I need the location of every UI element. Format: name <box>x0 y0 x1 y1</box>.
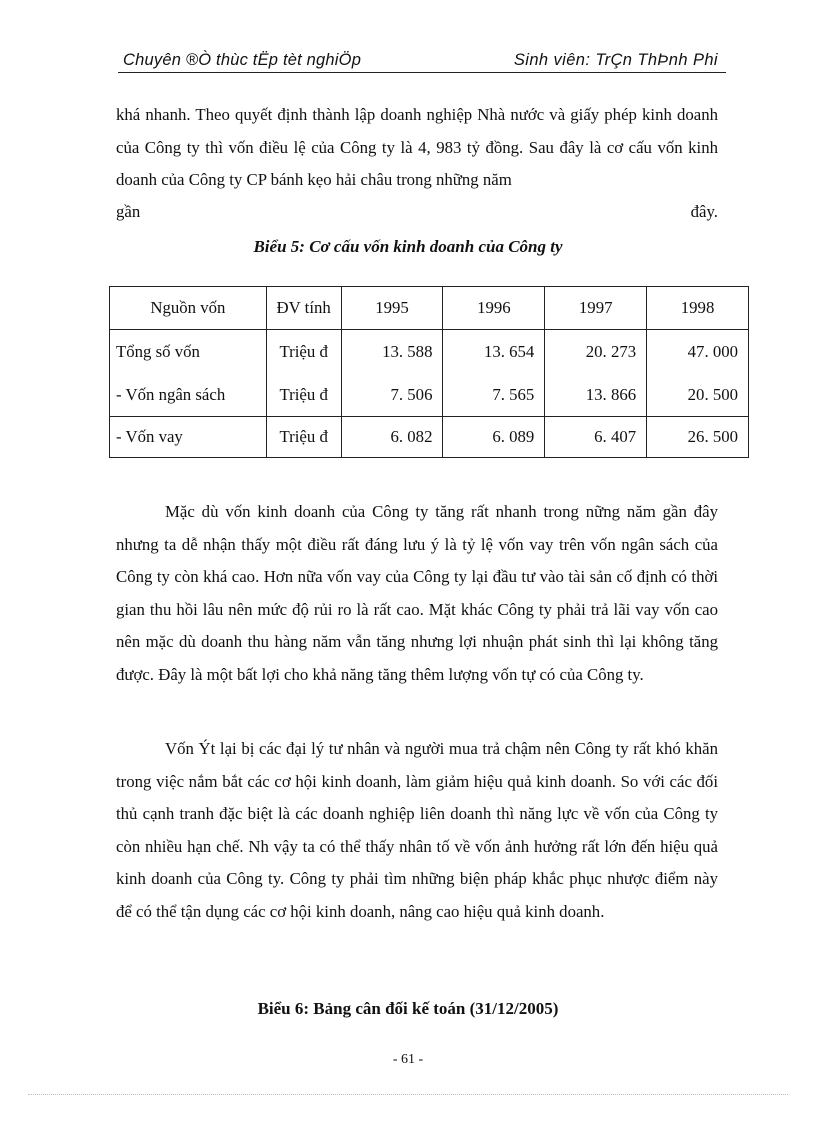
value: 47. 000 <box>687 341 738 361</box>
unit-value: Triệu đ <box>279 341 328 361</box>
paragraph-analysis: Mặc dù vốn kinh doanh của Công ty tăng rất nhanh trong nững năm gần đây nhưng ta dễ nhận thấy một điều rất đáng lưu ý là tỷ lệ vốn vay trên vốn ngân sách của Công ty còn khá cao. Hơn nữa vốn vay của Công ty lại đầu tư vào tài sản cố định có thời gian thu hồi lâu nên mức độ rủi ro là rất cao. Mặt khác Công ty phải trả lãi vay vốn cao nên mặc dù doanh thu hàng năm vẫn tăng nhưng lợi nhuận phát sinh thì lại không tăng được. Đây là một bất lợi cho khả năng tăng thêm lượng vốn tự có của Công ty. <box>116 502 718 684</box>
table-row-group <box>110 330 749 417</box>
header-cell: 1997 <box>545 287 647 330</box>
value: 13. 588 <box>382 341 433 361</box>
header-cell: Nguồn vốn <box>110 287 267 330</box>
value: 7. 506 <box>390 384 433 404</box>
capital-structure-table <box>109 286 749 458</box>
table6-caption: Biểu 6: Bảng cân đối kế toán (31/12/2005) <box>257 999 559 1018</box>
paragraph-intro-last-line <box>116 196 718 228</box>
header-cell: 1995 <box>341 287 443 330</box>
value-cell <box>545 330 647 417</box>
unit-cell <box>266 330 341 417</box>
value: 6. 082 <box>341 417 443 458</box>
header-cell: 1996 <box>443 287 545 330</box>
header-cell: 1998 <box>647 287 749 330</box>
table-row <box>110 417 749 458</box>
value-cell <box>443 330 545 417</box>
row-label-cell <box>110 330 267 417</box>
value-cell <box>647 330 749 417</box>
value: 26. 500 <box>647 417 749 458</box>
unit-value: Triệu đ <box>279 384 328 404</box>
row-label: - Vốn vay <box>110 417 267 458</box>
header-cell: ĐV tính <box>266 287 341 330</box>
page-bottom-divider <box>28 1094 788 1095</box>
unit-value: Triệu đ <box>266 417 341 458</box>
value: 13. 654 <box>483 341 535 361</box>
value: 13. 866 <box>585 384 637 404</box>
header-thesis-title: Chuyên ®Ò thùc tËp tèt nghiÖp <box>123 51 362 69</box>
row-label: - Vốn ngân sách <box>116 384 226 404</box>
tail-left-word: gần <box>116 202 141 221</box>
tail-right-word: đây. <box>690 202 718 221</box>
paragraph-intro: khá nhanh. Theo quyết định thành lập doanh nghiệp Nhà nước và giấy phép kinh doanh của Công ty thì vốn điều lệ của Công ty là 4, 983 tỷ đồng. Sau đây là cơ cấu vốn kinh doanh của Công ty CP bánh kẹo hải châu trong những năm <box>116 105 718 190</box>
value: 6. 407 <box>545 417 647 458</box>
header-student-name: Sinh viên: TrÇn ThÞnh Phi <box>513 51 718 69</box>
row-label: Tổng số vốn <box>116 341 200 361</box>
paragraph-conclusion: Vốn Ýt lại bị các đại lý tư nhân và người mua trả chậm nên Công ty rất khó khăn trong việc nắm bắt các cơ hội kinh doanh, làm giảm hiệu quả kinh doanh. So với các đối thủ cạnh tranh đặc biệt là các doanh nghiệp liên doanh thì năng lực về vốn của Công ty còn nhiều hạn chế. Nh vậy ta có thể thấy nhân tố về vốn ảnh hưởng rất lớn đến hiệu quả kinh doanh của Công ty. Công ty phải tìm những biện pháp khắc phục nhược điểm này để có thể tận dụng các cơ hội kinh doanh, nâng cao hiệu quả kinh doanh. <box>116 739 718 921</box>
value-cell <box>341 330 443 417</box>
value: 7. 565 <box>492 384 535 404</box>
table5-caption: Biểu 5: Cơ cấu vốn kinh doanh của Công ty <box>253 237 563 256</box>
table-header-row <box>110 287 749 330</box>
value: 20. 500 <box>687 384 738 404</box>
value: 20. 273 <box>585 341 637 361</box>
value: 6. 089 <box>443 417 545 458</box>
page-number: - 61 - <box>392 1052 424 1067</box>
running-header <box>118 50 726 73</box>
